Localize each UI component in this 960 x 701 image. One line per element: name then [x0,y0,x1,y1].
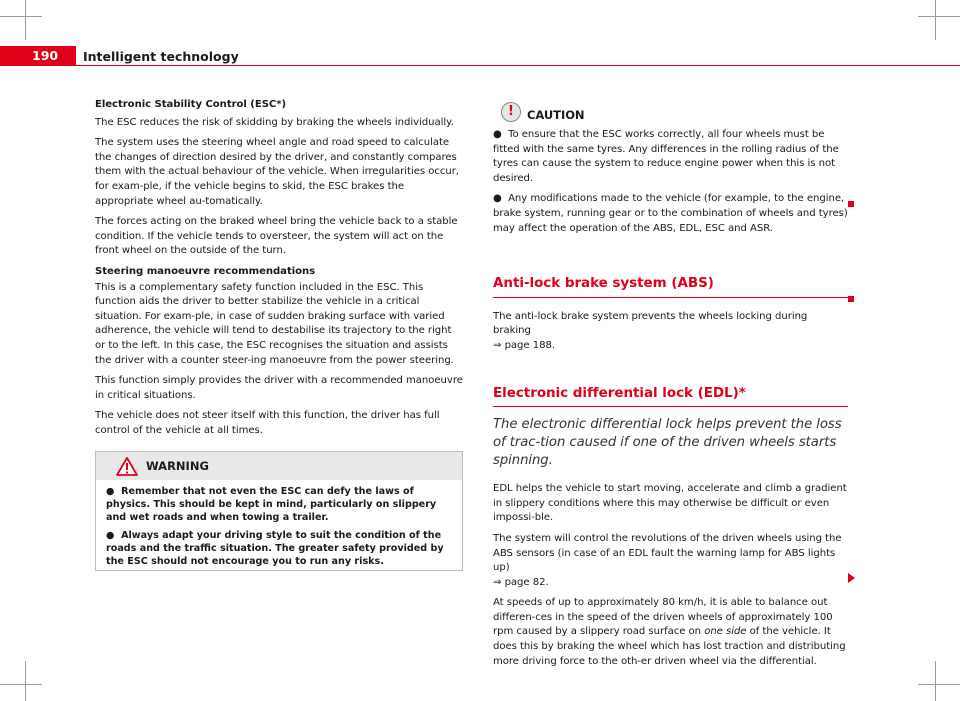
edl-text: At speeds of up to approximately 80 km/h, it is able to balance out differen-ces in the speed of the driven wheels of approximately 100 rpm caused by a slippery road surface on [493,597,833,638]
page-number-badge [0,46,76,66]
exclamation-icon: ! [501,102,521,122]
steering-paragraph: The vehicle does not steer itself with this function, the driver has full control of the vehicle at all times. [95,410,440,436]
caution-title: CAUTION [527,108,585,122]
crop-mark [935,0,936,40]
left-column [95,98,463,444]
crop-mark [918,16,960,17]
esc-heading: Electronic Stability Control (ESC*) [95,99,287,110]
caution-item: ● To ensure that the ESC works correctly, all four wheels must be fitted with the same tyres. Any differences in the rolling radius of the tyres can cause the system to reduce engine power when this is not desired. [493,129,839,184]
edl-paragraph: The system will control the revolutions of the driven wheels using the ABS sensors (in case of an EDL fault the warning lamp for ABS lights up) [493,532,842,574]
esc-paragraph: The system uses the steering wheel angle and road speed to calculate the changes of direction desired by the driver, and constantly compares them with the actual behaviour of the vehicle. When irregularities occur, for exam-ple, if the vehicle begins to skid, the ESC brakes the appropriate wheel au-tomatically. [95,137,459,207]
caution-header [493,104,848,126]
section-end-marker [848,201,854,207]
warning-box [95,451,463,571]
steering-paragraph: This is a complementary safety function included in the ESC. This function aids the driver to better stabilize the vehicle in a critical situation. For exam-ple, in case of sudden braking surface with varied adherence, the vehicle will tend to destabilise its trajectory to the right or to the left. In this case, the ESC recognises the situation and assists the driver with a counter steer-ing manoeuvre from the power steering. [95,281,454,366]
crop-mark [918,684,960,685]
warning-header [96,452,462,480]
caution-item-text: Any modifications made to the vehicle (for example, to the engine, brake system, running gear or to the combination of wheels and tyres) may affect the operation of the ABS, EDL, ESC and ASR. [493,193,848,234]
edl-page-ref: ⇒ page 82. [493,576,549,588]
crop-mark [25,0,26,40]
caution-item: ● Any modifications made to the vehicle (for example, to the engine, brake system, running gear or to the combination of wheels and tyres) may affect the operation of the ABS, EDL, ESC and ASR. [493,193,848,234]
section-end-marker [848,296,854,302]
crop-mark [25,661,26,701]
edl-section-title: Electronic differential lock (EDL)* [493,384,746,401]
edl-emphasis: one side [704,626,747,638]
edl-paragraph: EDL helps the vehicle to start moving, accelerate and climb a gradient in slippery conditions where this may otherwise be difficult or even impossi-ble. [493,483,847,524]
page-number: 190 [32,48,59,63]
esc-paragraph: The forces acting on the braked wheel bring the vehicle back to a stable condition. If the vehicle tends to oversteer, the system will act on the front wheel on the outside of the turn. [95,216,458,257]
caution-item-text: To ensure that the ESC works correctly, all four wheels must be fitted with the same tyres. Any differences in the rolling radius of the tyres can cause the system to reduce engine power when this is not desired. [493,129,839,184]
warning-item: ● Remember that not even the ESC can defy the laws of physics. This should be kept in mind, particularly on slippery and wet roads and when towing a trailer. [106,486,437,523]
continue-arrow-icon [848,573,855,583]
warning-triangle-icon [116,457,138,476]
edl-lead: The electronic differential lock helps prevent the loss of trac-tion caused if one of the driven wheels starts spinning. [493,417,842,469]
crop-mark [0,16,42,17]
edl-text: of the vehicle. It does this by braking the wheel which has lost traction and distributing more driving force to the oth-er driven wheel via the differential. [493,626,846,667]
page-header-title: Intelligent technology [83,49,239,64]
warning-title: WARNING [146,459,209,473]
abs-text: The anti-lock brake system prevents the wheels locking during braking [493,310,808,337]
steering-paragraph: This function simply provides the driver with a recommended manoeuvre in critical situations. [95,375,463,401]
crop-mark [0,684,42,685]
edl-paragraph [493,596,848,669]
crop-mark [935,661,936,701]
esc-paragraph: The ESC reduces the risk of skidding by braking the wheels individually. [95,116,454,128]
abs-page-ref: ⇒ page 188. [493,339,556,351]
right-column [493,104,848,675]
abs-section-title: Anti-lock brake system (ABS) [493,275,714,292]
warning-body [96,480,462,568]
warning-item-text: Always adapt your driving style to suit the condition of the roads and the traffic situation. The greater safety provided by the ESC should not encourage you to run any risks. [106,530,444,567]
warning-item-text: Remember that not even the ESC can defy the laws of physics. This should be kept in mind, particularly on slippery and wet roads and when towing a trailer. [106,486,437,523]
warning-item: ● Always adapt your driving style to suit the condition of the roads and the traffic situation. The greater safety provided by the ESC should not encourage you to run any risks. [106,530,444,567]
header-rule [76,65,960,66]
steering-heading: Steering manoeuvre recommendations [95,265,316,277]
